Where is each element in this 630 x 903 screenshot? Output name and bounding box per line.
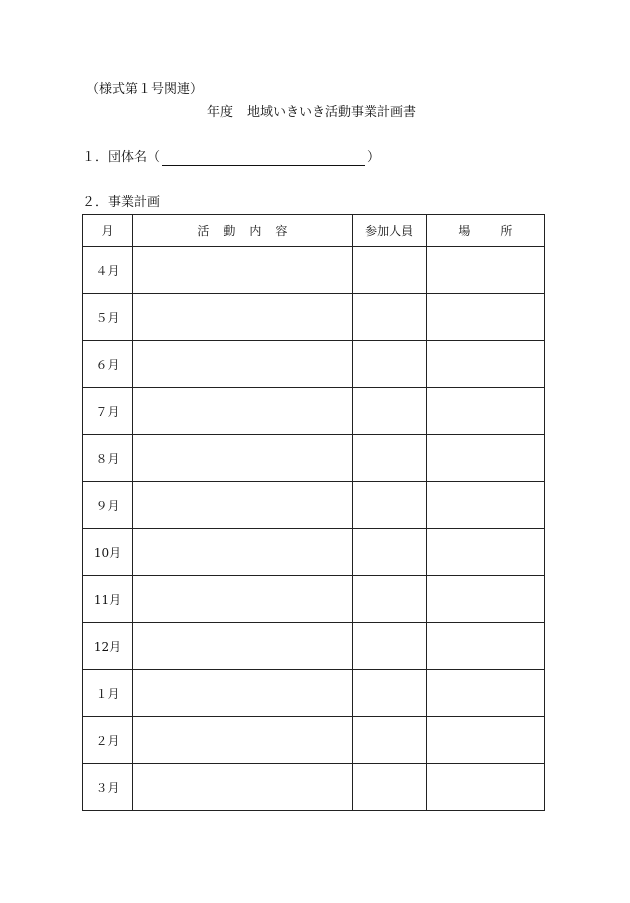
group-name-section xyxy=(82,150,380,166)
activity-cell[interactable] xyxy=(133,623,352,670)
month-cell: 10月 xyxy=(83,529,133,576)
month-cell: 12月 xyxy=(83,623,133,670)
activity-cell[interactable] xyxy=(133,670,352,717)
activity-cell[interactable] xyxy=(133,247,352,294)
participants-cell[interactable] xyxy=(352,482,426,529)
month-cell: ２月 xyxy=(83,717,133,764)
month-cell: ８月 xyxy=(83,435,133,482)
header-place-label: 場所 xyxy=(458,224,543,238)
month-cell: ６月 xyxy=(83,341,133,388)
place-cell[interactable] xyxy=(426,623,544,670)
place-cell[interactable] xyxy=(426,341,544,388)
table-row xyxy=(83,482,545,529)
title-year-label: 年度 xyxy=(207,105,234,120)
group-name-label: １．団体名（ xyxy=(82,150,161,165)
month-cell: ９月 xyxy=(83,482,133,529)
table-row xyxy=(83,435,545,482)
place-cell[interactable] xyxy=(426,529,544,576)
participants-cell[interactable] xyxy=(352,576,426,623)
place-cell[interactable] xyxy=(426,435,544,482)
activity-plan-table xyxy=(82,214,545,811)
month-cell: ３月 xyxy=(83,764,133,811)
participants-cell[interactable] xyxy=(352,247,426,294)
activity-cell[interactable] xyxy=(133,529,352,576)
participants-cell[interactable] xyxy=(352,435,426,482)
participants-cell[interactable] xyxy=(352,623,426,670)
activity-cell[interactable] xyxy=(133,576,352,623)
table-row xyxy=(83,529,545,576)
header-month: 月 xyxy=(83,215,133,247)
place-cell[interactable] xyxy=(426,247,544,294)
activity-cell[interactable] xyxy=(133,435,352,482)
table-row xyxy=(83,388,545,435)
header-activity xyxy=(133,215,352,247)
month-cell: ５月 xyxy=(83,294,133,341)
plan-section-heading: ２．事業計画 xyxy=(82,195,161,210)
table-row xyxy=(83,576,545,623)
participants-cell[interactable] xyxy=(352,717,426,764)
place-cell[interactable] xyxy=(426,482,544,529)
activity-cell[interactable] xyxy=(133,388,352,435)
month-cell: １月 xyxy=(83,670,133,717)
activity-cell[interactable] xyxy=(133,482,352,529)
table-row xyxy=(83,623,545,670)
place-cell[interactable] xyxy=(426,576,544,623)
participants-cell[interactable] xyxy=(352,341,426,388)
table-row xyxy=(83,247,545,294)
title-name: 地域いきいき活動事業計画書 xyxy=(247,105,417,120)
header-participants: 参加人員 xyxy=(352,215,426,247)
participants-cell[interactable] xyxy=(352,388,426,435)
activity-cell[interactable] xyxy=(133,341,352,388)
participants-cell[interactable] xyxy=(352,764,426,811)
month-cell: 11月 xyxy=(83,576,133,623)
group-name-field[interactable] xyxy=(162,151,365,166)
participants-cell[interactable] xyxy=(352,670,426,717)
header-place xyxy=(426,215,544,247)
table-row xyxy=(83,717,545,764)
place-cell[interactable] xyxy=(426,670,544,717)
table-row xyxy=(83,764,545,811)
activity-cell[interactable] xyxy=(133,294,352,341)
activity-cell[interactable] xyxy=(133,764,352,811)
place-cell[interactable] xyxy=(426,294,544,341)
table-row xyxy=(83,294,545,341)
table-header-row xyxy=(83,215,545,247)
document-title xyxy=(207,105,416,121)
place-cell[interactable] xyxy=(426,717,544,764)
participants-cell[interactable] xyxy=(352,529,426,576)
table-body xyxy=(83,247,545,811)
month-cell: ４月 xyxy=(83,247,133,294)
header-activity-label: 活動内容 xyxy=(197,224,302,238)
group-name-close: ） xyxy=(367,150,381,165)
participants-cell[interactable] xyxy=(352,294,426,341)
table-row xyxy=(83,670,545,717)
place-cell[interactable] xyxy=(426,764,544,811)
month-cell: ７月 xyxy=(83,388,133,435)
table-row xyxy=(83,341,545,388)
place-cell[interactable] xyxy=(426,388,544,435)
activity-cell[interactable] xyxy=(133,717,352,764)
form-reference: （様式第１号関連） xyxy=(86,82,204,97)
